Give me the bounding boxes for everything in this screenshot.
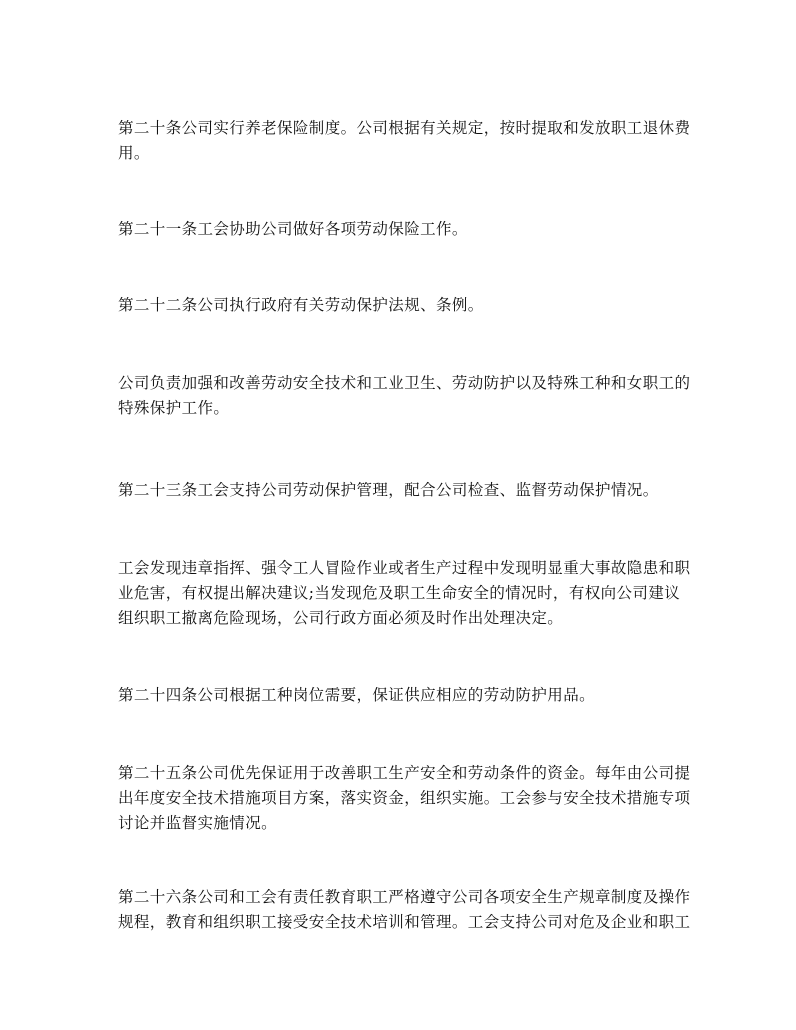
paragraph-article-21 <box>118 217 686 242</box>
text-line: 特殊保护工作。 <box>118 399 230 417</box>
text-line: 讨论并监督实施情况。 <box>118 814 278 832</box>
paragraph-article-23-detail <box>118 556 691 631</box>
text-line: 组织职工撤离危险现场，公司行政方面必须及时作出处理决定。 <box>118 609 564 627</box>
text-line: 第二十六条公司和工会有责任教育职工严格遵守公司各项安全生产规章制度及操作 <box>118 888 691 906</box>
paragraph-article-23 <box>118 478 686 503</box>
text-line: 第二十条公司实行养老保险制度。公司根据有关规定，按时提取和发放职工退休费 <box>118 119 691 137</box>
text-line: 公司负责加强和改善劳动安全技术和工业卫生、劳动防护以及特殊工种和女职工的 <box>118 374 691 392</box>
text-line: 第二十一条工会协助公司做好各项劳动保险工作。 <box>118 220 468 238</box>
text-line: 第二十三条工会支持公司劳动保护管理，配合公司检查、监督劳动保护情况。 <box>118 481 659 499</box>
paragraph-article-22 <box>118 293 686 318</box>
text-line: 用。 <box>118 144 150 162</box>
paragraph-article-20 <box>118 116 691 166</box>
paragraph-article-24 <box>118 683 686 708</box>
text-line: 出年度安全技术措施项目方案，落实资金，组织实施。工会参与安全技术措施专项 <box>118 789 691 807</box>
paragraph-article-25 <box>118 761 691 836</box>
text-line: 规程，教育和组织职工接受安全技术培训和管理。工会支持公司对危及企业和职工 <box>118 913 691 931</box>
text-line: 工会发现违章指挥、强令工人冒险作业或者生产过程中发现明显重大事故隐患和职 <box>118 559 691 577</box>
text-line: 业危害，有权提出解决建议;当发现危及职工生命安全的情况时，有权向公司建议 <box>118 584 681 602</box>
paragraph-article-22-detail <box>118 371 691 421</box>
text-line: 第二十二条公司执行政府有关劳动保护法规、条例。 <box>118 296 484 314</box>
paragraph-article-26 <box>118 885 691 935</box>
text-line: 第二十五条公司优先保证用于改善职工生产安全和劳动条件的资金。每年由公司提 <box>118 764 691 782</box>
text-line: 第二十四条公司根据工种岗位需要，保证供应相应的劳动防护用品。 <box>118 686 596 704</box>
